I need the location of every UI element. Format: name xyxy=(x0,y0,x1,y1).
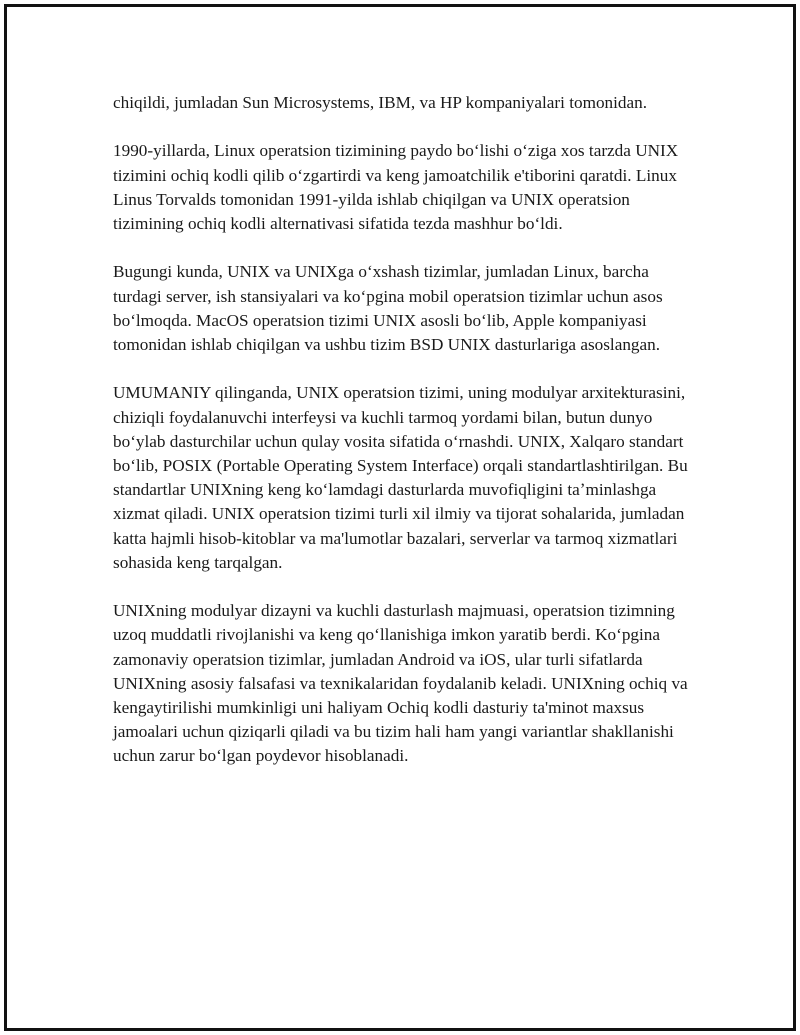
paragraph-3: Bugungi kunda, UNIX va UNIXga oʻxshash tizimlar, jumladan Linux, barcha turdagi server, ish stansiyalari va koʻpgina mobil operatsion tizimlar uchun asos boʻlmoqda. MacOS operatsion tizimi UNIX asosli boʻlib, Apple kompaniyasi tomonidan ishlab chiqilgan va ushbu tizim BSD UNIX dasturlariga asoslangan. xyxy=(113,262,663,354)
paragraph-4: UMUMANIY qilinganda, UNIX operatsion tizimi, uning modulyar arxitekturasini, chiziqli foydalanuvchi interfeysi va kuchli tarmoq yordami bilan, butun dunyo boʻylab dasturchilar uchun qulay vosita sifatida oʻrnashdi. UNIX, Xalqaro standart boʻlib, POSIX (Portable Operating System Interface) orqali standartlashtirilgan. Bu standartlar UNIXning keng koʻlamdagi dasturlarda muvofiqligini taʼminlashga xizmat qiladi. UNIX operatsion tizimi turli xil ilmiy va tijorat sohalarida, jumladan katta hajmli hisob-kitoblar va ma'lumotlar bazalari, serverlar va tarmoq xizmatlari sohasida keng tarqalgan. xyxy=(113,383,688,572)
paragraph-5: UNIXning modulyar dizayni va kuchli dasturlash majmuasi, operatsion tizimning uzoq muddatli rivojlanishi va keng qoʻllanishiga imkon yaratib berdi. Koʻpgina zamonaviy operatsion tizimlar, jumladan Android va iOS, ular turli sifatlarda UNIXning asosiy falsafasi va texnikalaridan foydalanib keladi. UNIXning ochiq va kengaytirilishi mumkinligi uni haliyam Ochiq kodli dasturiy ta'minot maxsus jamoalari uchun qiziqarli qiladi va bu tizim hali ham yangi variantlar shakllanishi uchun zarur boʻlgan poydevor hisoblanadi. xyxy=(113,601,688,766)
paragraph-1: chiqildi, jumladan Sun Microsystems, IBM, va HP kompaniyalari tomonidan. xyxy=(113,93,648,112)
document-body xyxy=(113,91,693,793)
paragraph-2: 1990-yillarda, Linux operatsion tizimining paydo boʻlishi oʻziga xos tarzda UNIX tizimini ochiq kodli qilib oʻzgartirdi va keng jamoatchilik e'tiborini qaratdi. Linux Linus Torvalds tomonidan 1991-yilda ishlab chiqilgan va UNIX operatsion tizimining ochiq kodli alternativasi sifatida tezda mashhur boʻldi. xyxy=(113,141,679,233)
